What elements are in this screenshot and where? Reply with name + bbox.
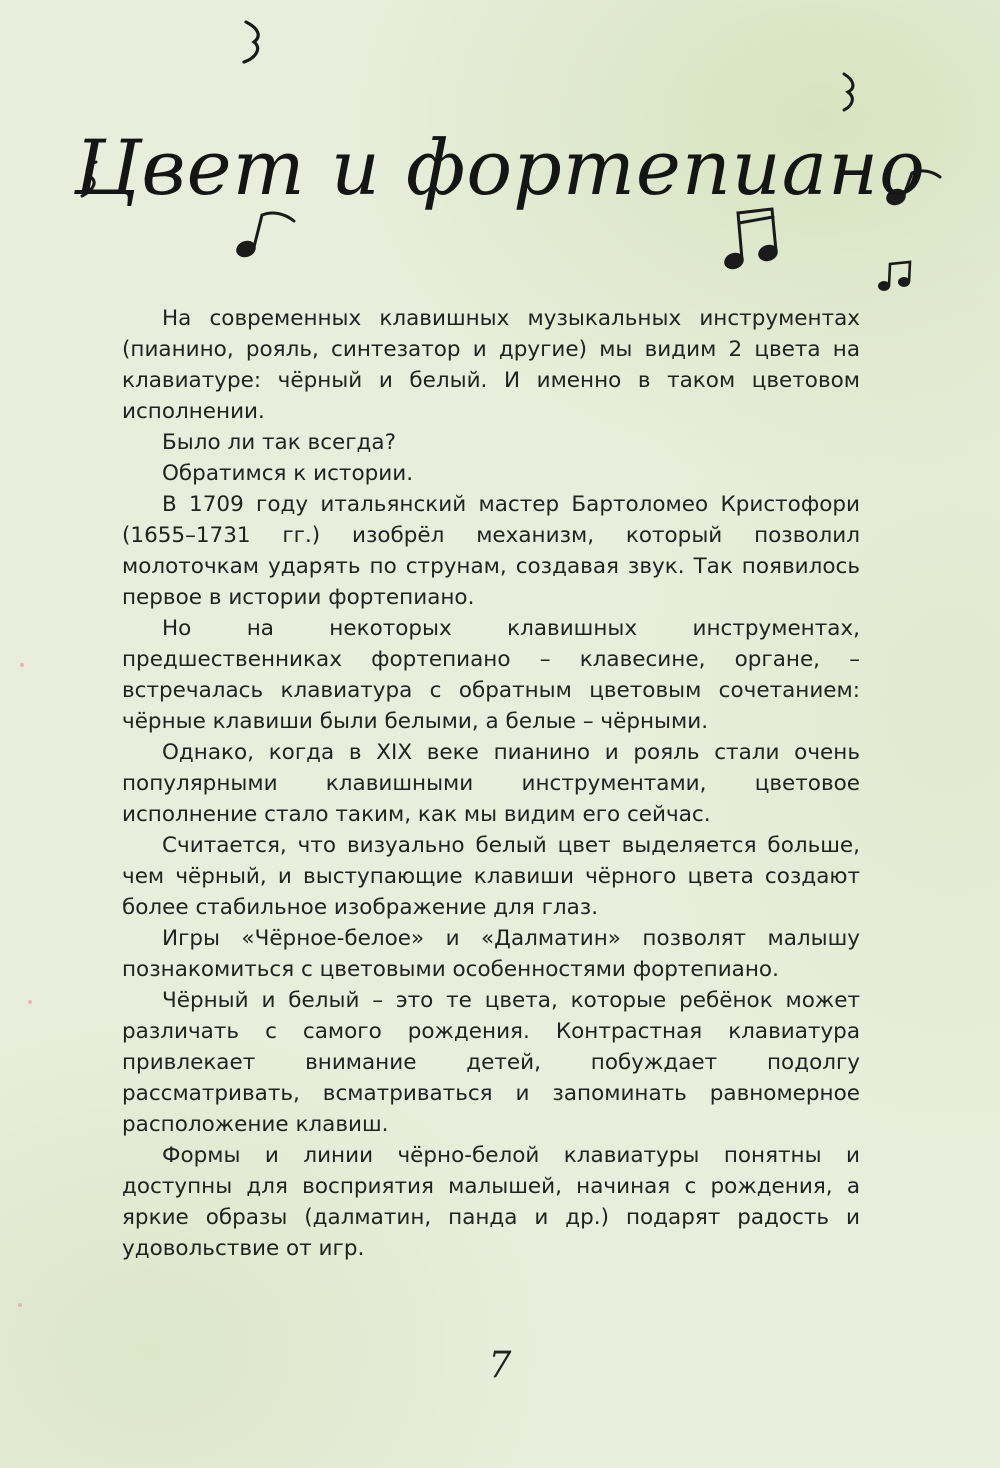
body-text (122, 303, 860, 1264)
paragraph: Обратимся к истории. (162, 461, 414, 486)
paragraph: Было ли так всегда? (162, 430, 396, 455)
music-note-icon (232, 18, 272, 68)
paragraph: Однако, когда в XIX веке пианино и рояль стали очень популярными клавишными инструментами, цветовое исполнение стало таким, как мы видим его сейчас. (122, 740, 860, 827)
speck-decoration (20, 663, 24, 667)
paragraph: Но на некоторых клавишных инструментах, предшественниках фортепиано – клавесине, органе, – встречалась клавиатура с обратным цветовым сочетанием: чёрные клавиши были белыми, а белые – чёрными. (122, 616, 860, 734)
paragraph: Считается, что визуально белый цвет выделяется больше, чем чёрный, и выступающие клавиши чёрного цвета создают более стабильное изображение для глаз. (122, 833, 860, 920)
music-note-icon (876, 260, 916, 294)
paragraph: Игры «Чёрное-белое» и «Далматин» позволят малышу познакомиться с цветовыми особенностями фортепиано. (122, 926, 860, 982)
speck-decoration (28, 1000, 32, 1004)
speck-decoration (18, 1303, 22, 1307)
paragraph: Формы и линии чёрно-белой клавиатуры понятны и доступны для восприятия малышей, начиная с рождения, а яркие образы (далматин, панда и др.) подарят радость и удовольствие от игр. (122, 1143, 860, 1261)
page-title: Цвет и фортепиано (74, 123, 926, 212)
paragraph: В 1709 году итальянский мастер Бартоломео Кристофори (1655–1731 гг.) изобрёл механизм, который позволил молоточкам ударять по струнам, создавая звук. Так появилось первое в истории фортепиано. (122, 492, 860, 610)
page-number: 7 (488, 1345, 512, 1386)
music-note-icon (836, 70, 870, 114)
paragraph: На современных клавишных музыкальных инструментах (пианино, рояль, синтезатор и другие) мы видим 2 цвета на клавиатуре: чёрный и белый. И именно в таком цветовом исполнении. (122, 306, 860, 424)
paragraph: Чёрный и белый – это те цвета, которые ребёнок может различать с самого рождения. Контрастная клавиатура привлекает внимание детей, побуждает подолгу рассматривать, всматриваться и запоминать равномерное расположение клавиш. (122, 988, 860, 1137)
